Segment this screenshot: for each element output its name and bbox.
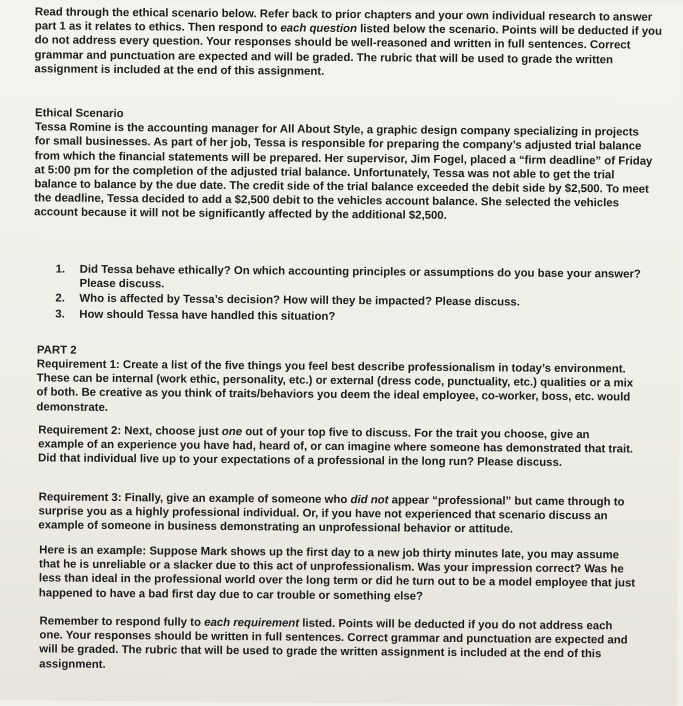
question-item (55, 262, 645, 296)
reminder-paragraph (39, 614, 637, 676)
question-list (55, 262, 645, 327)
reminder-text-b: listed. Points will be deducted if you do not address each one. Your responses should be written in full sentences. Correct grammar and punctuation are expected and will be graded. The rubric that will be used to grade the written assignment is included at the end of this assignment. (39, 617, 628, 671)
requirement-1 (36, 357, 636, 419)
requirement-3-text-a: Finally, give an example of someone who (121, 492, 351, 507)
requirement-3 (38, 490, 638, 538)
question-number: 2. (55, 292, 65, 305)
question-number: 3. (55, 308, 65, 321)
part2-heading: PART 2 (36, 344, 77, 357)
reminder-emphasis: each requirement (204, 616, 300, 630)
requirement-2 (38, 423, 638, 471)
ethical-scenario-section (34, 106, 657, 225)
requirement-3-label: Requirement 3: (38, 491, 122, 505)
reminder-text-a: Remember to respond fully to (39, 615, 205, 629)
requirement-2-text-a: Next, choose just (121, 425, 222, 438)
example-paragraph: Here is an example: Suppose Mark shows up the first day to a new job thirty minutes late, you may assume that he is unreliable or a slacker due to this act of unprofessionalism. Was your impression correct? Was he less than ideal in the professional world over the long term or did he turn out to be a model employee that just happened to have a bad first day due to car trouble or something else? (38, 544, 636, 603)
requirement-3-emphasis: did not (350, 494, 389, 507)
requirement-1-label: Requirement 1: (36, 358, 120, 372)
question-number: 1. (55, 263, 66, 276)
scenario-heading: Ethical Scenario (34, 107, 124, 121)
question-text: How should Tessa have handled this situation? (79, 308, 336, 323)
question-text: Did Tessa behave ethically? On which accounting principles or assumptions do you base your answer? Please discuss. (79, 263, 641, 291)
scenario-text: Tessa Romine is the accounting manager for All About Style, a graphic design company specializing in projects for small businesses. As part of her job, Tessa is responsible for preparing the company’s adjusted trial balance from which the financial statements will be prepared. Her supervisor, Jim Fogel, placed a “firm deadline” of Friday at 5:00 pm for the completion of the adjusted trial balance. Unfortunately, Tessa was not able to get the trial balance to balance by the due date. The credit side of the trial balance exceeded the debit side by $2,500. To meet the deadline, Tessa decided to add a $2,500 debit to the vehicles account balance. She selected the vehicles account because it will not be significantly affected by the additional $2,500. (34, 121, 653, 223)
requirement-2-text-b: out of your top five to discuss. For the trait you choose, give an example of an experience you have had, heard of, or can imagine where someone has demonstrated that trait. Did that individual live up to your expectations of a professional in the long run? Please discuss. (37, 426, 634, 470)
question-text: Who is affected by Tessa’s decision? How will they be impacted? Please discuss. (79, 293, 521, 309)
intro-text-end: listed below the scenario. Points will be deducted if you do not address every question. Your responses should be well-reasoned and written in full sentences. Correct grammar and punctuation are expected and will be graded. The rubric that will be used to grade the written assignment is included at the end of this assignment. (34, 23, 663, 78)
requirement-3-text-b: appear “professional” but came through to surprise you as a highly professional individual. Or, if you have not experienced that scenario discuss an example of someone in business demonstrating an unprofessional behavior or attitude. (38, 494, 625, 536)
intro-emphasis: each question (280, 22, 357, 36)
requirement-2-label: Requirement 2: (38, 424, 122, 438)
requirement-2-emphasis: one (221, 425, 243, 439)
intro-text-start: Read through the ethical scenario below. Refer back to prior chapters and your own individual research to answer part 1 as it relates to ethics. Then respond to (34, 6, 653, 35)
requirement-1-text: Create a list of the five things you feel best describe professionalism in today’s environment. These can be internal (work ethic, personality, etc.) or external (dress code, punctuality, etc.) qualities or a mix of both. Be creative as you think of traits/behaviors you deem the ideal employee, co-worker, boss, etc. would demonstrate. (36, 359, 634, 414)
intro-paragraph (34, 5, 663, 81)
